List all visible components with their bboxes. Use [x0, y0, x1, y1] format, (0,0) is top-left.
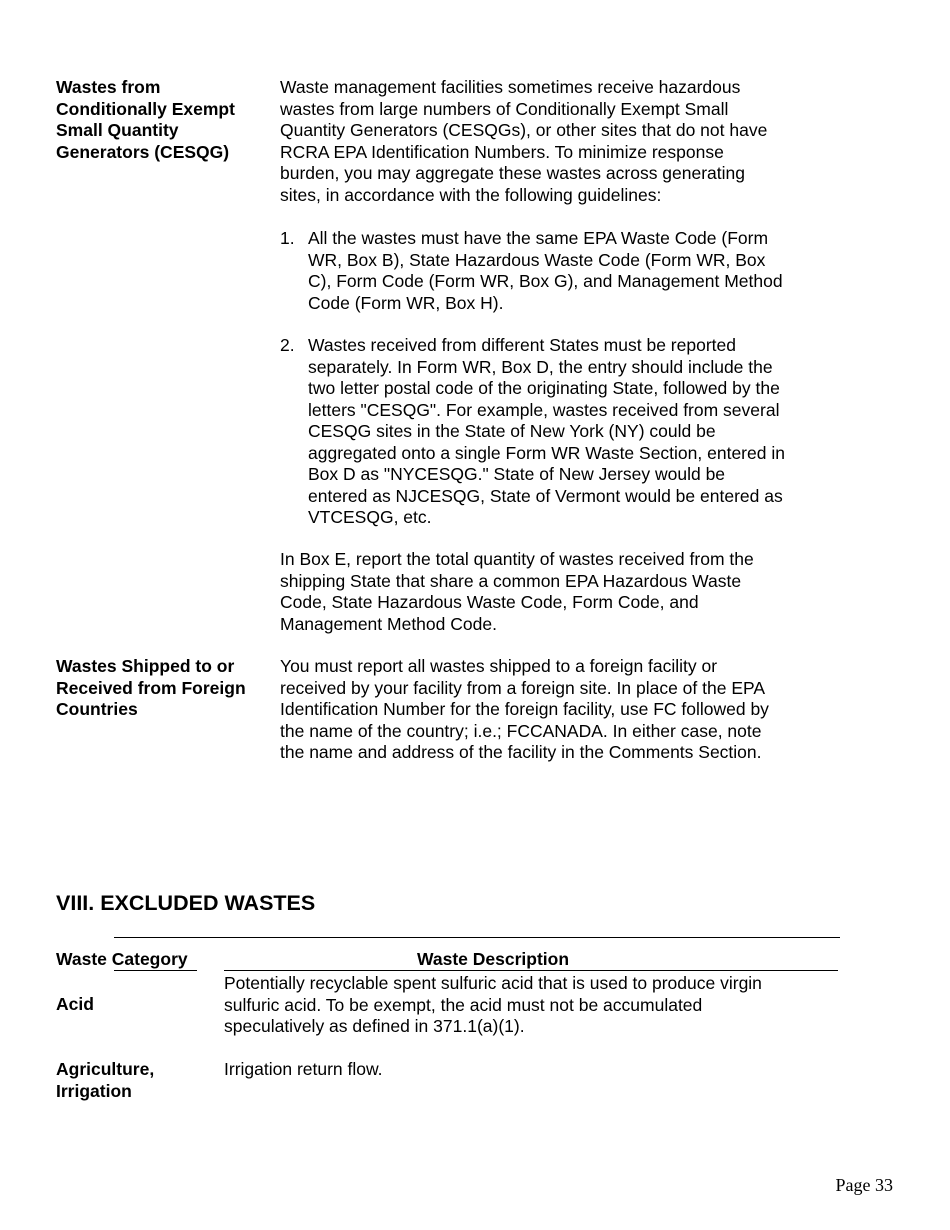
section-label-cesqg: Wastes from Conditionally Exempt Small Quantity Generators (CESQG)	[56, 77, 235, 162]
row-description: Irrigation return flow.	[224, 1059, 383, 1079]
list-item-text: Wastes received from different States must be reported separately. In Form WR, Box D, the entry should include the two letter postal code of the originating State, followed by the letters "CESQG". For example, wastes received from several CESQG sites in the State of New York (NY) could be aggregated onto a single Form WR Waste Section, entered in Box D as "NYCESQG." State of New Jersey would be entered as NJCESQG, State of Vermont would be entered as VTCESQG, etc.	[308, 335, 785, 527]
list-item-number: 2.	[280, 335, 295, 355]
list-item-number: 1.	[280, 228, 295, 248]
foreign-paragraph: You must report all wastes shipped to a foreign facility or received by your facility from a foreign site. In place of the EPA Identification Number for the foreign facility, use FC followed by the name of the country; i.e.; FCCANADA. In either case, note the name and address of the facility in the Comments Section.	[280, 656, 769, 762]
list-item-text: All the wastes must have the same EPA Waste Code (Form WR, Box B), State Hazardous Waste Code (Form WR, Box C), Form Code (Form WR, Box G), and Management Method Code (Form WR, Box H).	[308, 228, 783, 313]
row-description: Potentially recyclable spent sulfuric acid that is used to produce virgin sulfuric acid. To be exempt, the acid must not be accumulated speculatively as defined in 371.1(a)(1).	[224, 973, 762, 1036]
section-label-foreign: Wastes Shipped to or Received from Foreign Countries	[56, 656, 246, 719]
section-heading-excluded-wastes: VIII. EXCLUDED WASTES	[56, 891, 316, 915]
row-category: Acid	[56, 994, 94, 1014]
row-category: Agriculture, Irrigation	[56, 1059, 155, 1101]
cesqg-intro-paragraph: Waste management facilities sometimes receive hazardous wastes from large numbers of Conditionally Exempt Small Quantity Generators (CESQGs), or other sites that do not have RCRA EPA Identification Numbers. To minimize response burden, you may aggregate these wastes across generating sites, in accordance with the following guidelines:	[280, 77, 768, 205]
column-header-waste-category: Waste Category	[56, 949, 188, 969]
description-header-underline	[224, 970, 838, 971]
category-header-underline	[114, 970, 197, 971]
page-number: Page 33	[835, 1175, 893, 1195]
column-header-waste-description: Waste Description	[417, 949, 570, 969]
cesqg-closing-paragraph: In Box E, report the total quantity of wastes received from the shipping State that share a common EPA Hazardous Waste Code, State Hazardous Waste Code, Form Code, and Management Method Code.	[280, 549, 754, 634]
table-top-rule	[114, 937, 840, 938]
